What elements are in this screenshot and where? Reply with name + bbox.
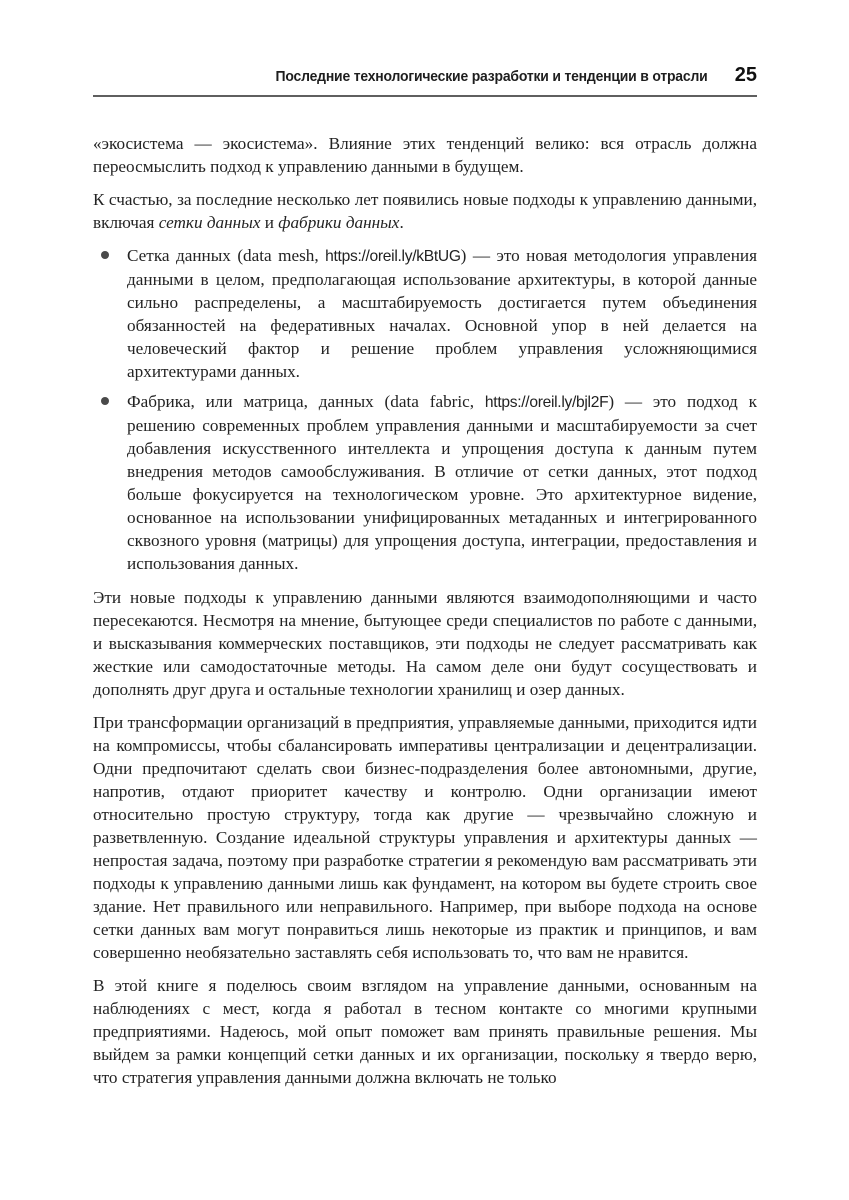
list-item-text bbox=[127, 246, 757, 381]
header-rule bbox=[93, 95, 757, 97]
list-item-data-mesh bbox=[93, 244, 757, 383]
text-segment: фабрики данных bbox=[278, 213, 400, 232]
bullet-icon bbox=[101, 397, 109, 405]
inline-url: https://oreil.ly/bjl2F bbox=[484, 394, 609, 411]
page-number: 25 bbox=[734, 64, 757, 86]
running-header-title: Последние технологические разработки и тенденции в отрасли bbox=[275, 68, 708, 85]
text-segment: Фабрика, или матрица, данных (data fabric, bbox=[127, 392, 485, 411]
paragraph-tradeoffs bbox=[93, 711, 757, 964]
inline-url: https://oreil.ly/kBtUG bbox=[325, 248, 461, 265]
text-segment: сетки данных bbox=[158, 213, 261, 232]
paragraph-new-approaches bbox=[93, 188, 757, 234]
paragraph-ecosystem bbox=[93, 132, 757, 178]
text-segment: При трансформации организаций в предприятия, управляемые данными, приходится идти на компромиссы, чтобы сбалансировать императивы централизации и децентрализации. Одни предпочитают сделать свои бизнес-подразделения более автономными, другие, напротив, отдают приоритет качеству и контролю. Одни организации имеют относительно простую структуру, тогда как другие — чрезвычайно сложную и разветвленную. Создание идеальной структуры управления и архитектуры данных — непростая задача, поэтому при разработке стратегии я рекомендую вам рассматривать эти подходы к управлению данными лишь как фундамент, на котором вы будете строить свое здание. Нет правильного или неправильного. Например, при выборе подхода на основе сетки данных вам могут понравиться лишь некоторые из практик и принципов, и вам совершенно необязательно заставлять себя использовать то, что вам не нравится. bbox=[93, 713, 757, 962]
text-segment: . bbox=[399, 213, 404, 232]
page-body bbox=[93, 132, 757, 1089]
paragraph-book-outlook bbox=[93, 974, 757, 1089]
text-segment: К счастью, за последние несколько лет появились новые подходы к управлению данными, включая bbox=[93, 190, 757, 232]
text-segment: ) — это новая методология управления данными в целом, предполагающая использование архитектуры, в которой данные сильно распределены, а масштабируемость достигается путем объединения обязанностей на федеративных началах. Основной упор в ней делается на человеческий фактор и решение проблем управления усложняющимися архитектурами данных. bbox=[127, 246, 757, 381]
text-segment: и bbox=[260, 213, 279, 232]
list-item-text bbox=[127, 392, 757, 573]
list-item-data-fabric bbox=[93, 390, 757, 575]
text-segment: Эти новые подходы к управлению данными являются взаимодополняющими и часто пересекаются. Несмотря на мнение, бытующее среди специалистов по работе с данными, и высказывания коммерческих поставщиков, эти подходы не следует рассматривать как жесткие или самодостаточные методы. На самом деле они будут сосуществовать и дополнять друг друга и остальные технологии хранилищ и озер данных. bbox=[93, 588, 757, 699]
page-header bbox=[93, 64, 757, 87]
paragraph-complementary bbox=[93, 586, 757, 701]
text-segment: Сетка данных (data mesh, bbox=[127, 246, 326, 265]
text-segment: ) — это подход к решению современных проблем управления данными и масштабируемости за счет добавления искусственного интеллекта и упрощения доступа к данным путем внедрения методов самообслуживания. В отличие от сетки данных, этот подход больше фокусируется на технологическом уровне. Это архитектурное видение, основанное на использовании унифицированных метаданных и интегрированного сквозного уровня (матрицы) для упрощения доступа, интеграции, предоставления и использования данных. bbox=[127, 392, 757, 573]
text-segment: В этой книге я поделюсь своим взглядом на управление данными, основанным на наблюдениях с мест, когда я работал в тесном контакте со многими крупными предприятиями. Надеюсь, мой опыт поможет вам принять правильные решения. Мы выйдем за рамки концепций сетки данных и их организации, поскольку я твердо верю, что стратегия управления данными должна включать не только bbox=[93, 976, 757, 1087]
bullet-list bbox=[93, 244, 757, 575]
bullet-icon bbox=[101, 251, 109, 259]
text-segment: «экосистема — экосистема». Влияние этих тенденций велико: вся отрасль должна переосмыслить подход к управлению данными в будущем. bbox=[93, 134, 757, 176]
